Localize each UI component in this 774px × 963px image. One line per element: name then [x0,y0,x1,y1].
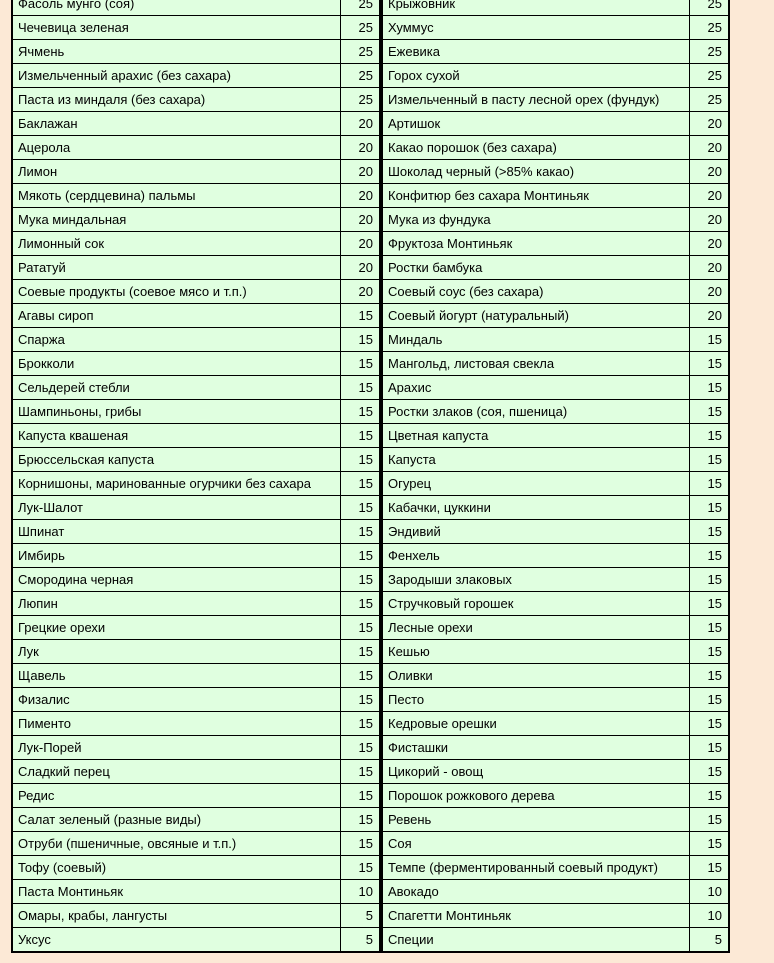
gi-value-cell: 20 [341,112,381,136]
gi-value-cell: 20 [690,184,730,208]
gi-value-cell: 15 [690,400,730,424]
food-name-cell: Отруби (пшеничные, овсяные и т.п.) [12,832,341,856]
gi-value-cell: 15 [690,424,730,448]
food-name-cell: Тофу (соевый) [12,856,341,880]
gi-value-cell: 20 [341,184,381,208]
table-row [382,16,729,40]
gi-value-cell: 25 [341,16,381,40]
table-row [382,304,729,328]
gi-value-cell: 15 [341,760,381,784]
food-name-cell: Ячмень [12,40,341,64]
food-name-cell: Горох сухой [382,64,690,88]
gi-value-cell: 25 [341,64,381,88]
table-row [382,688,729,712]
table-row [12,808,380,832]
table-row [12,880,380,904]
food-name-cell: Капуста квашеная [12,424,341,448]
gi-value-cell: 15 [341,352,381,376]
food-name-cell: Ростки злаков (соя, пшеница) [382,400,690,424]
gi-value-cell: 15 [690,712,730,736]
gi-value-cell: 20 [690,208,730,232]
table-row [382,832,729,856]
gi-value-cell: 5 [341,904,381,928]
table-row [12,304,380,328]
table-row [12,688,380,712]
gi-value-cell: 15 [690,832,730,856]
table-row [12,184,380,208]
table-row [382,904,729,928]
food-name-cell: Темпе (ферментированный соевый продукт) [382,856,690,880]
table-row [12,520,380,544]
table-row [12,760,380,784]
food-name-cell: Грецкие орехи [12,616,341,640]
table-row [382,568,729,592]
gi-value-cell: 15 [341,688,381,712]
table-row [12,256,380,280]
gi-value-cell: 15 [690,472,730,496]
food-name-cell: Зародыши злаковых [382,568,690,592]
food-name-cell: Ежевика [382,40,690,64]
table-row [382,256,729,280]
table-row [382,208,729,232]
table-row [382,640,729,664]
table-row [12,856,380,880]
table-row [382,856,729,880]
gi-value-cell: 15 [341,664,381,688]
gi-value-cell: 15 [690,640,730,664]
food-name-cell: Уксус [12,928,341,953]
gi-value-cell: 20 [341,136,381,160]
gi-value-cell: 15 [341,472,381,496]
table-row [12,472,380,496]
gi-value-cell: 15 [690,688,730,712]
table-row [12,736,380,760]
food-name-cell: Мангольд, листовая свекла [382,352,690,376]
food-name-cell: Редис [12,784,341,808]
food-name-cell: Специи [382,928,690,953]
food-name-cell: Физалис [12,688,341,712]
gi-value-cell: 20 [341,232,381,256]
food-name-cell: Паста Монтиньяк [12,880,341,904]
gi-value-cell: 15 [341,304,381,328]
food-name-cell: Брюссельская капуста [12,448,341,472]
food-name-cell: Спагетти Монтиньяк [382,904,690,928]
gi-value-cell: 15 [690,376,730,400]
table-row [12,280,380,304]
food-name-cell: Фасоль мунго (соя) [12,0,341,16]
gi-value-cell: 20 [690,304,730,328]
table-row [382,280,729,304]
food-name-cell: Смородина черная [12,568,341,592]
food-name-cell: Салат зеленый (разные виды) [12,808,341,832]
gi-table-left-body [12,0,380,952]
gi-value-cell: 15 [690,520,730,544]
table-row [382,136,729,160]
food-name-cell: Чечевица зеленая [12,16,341,40]
gi-value-cell: 15 [341,640,381,664]
gi-value-cell: 20 [341,256,381,280]
gi-table-right [381,0,730,953]
gi-value-cell: 15 [690,784,730,808]
table-row [12,376,380,400]
gi-value-cell: 15 [690,808,730,832]
table-row [12,712,380,736]
table-row [382,232,729,256]
gi-value-cell: 25 [341,0,381,16]
table-row [382,520,729,544]
gi-value-cell: 20 [690,112,730,136]
food-name-cell: Шпинат [12,520,341,544]
table-row [382,712,729,736]
table-row [382,664,729,688]
gi-value-cell: 25 [690,40,730,64]
food-name-cell: Арахис [382,376,690,400]
table-row [382,160,729,184]
food-name-cell: Сельдерей стебли [12,376,341,400]
gi-value-cell: 15 [690,328,730,352]
table-row [12,568,380,592]
gi-value-cell: 20 [341,280,381,304]
food-name-cell: Какао порошок (без сахара) [382,136,690,160]
gi-value-cell: 5 [341,928,381,953]
food-name-cell: Соевые продукты (соевое мясо и т.п.) [12,280,341,304]
food-name-cell: Ревень [382,808,690,832]
gi-table-left [11,0,381,953]
table-row [12,208,380,232]
food-name-cell: Цикорий - овощ [382,760,690,784]
table-row [12,904,380,928]
table-row [382,880,729,904]
table-row [12,832,380,856]
table-row [12,88,380,112]
table-row [12,784,380,808]
table-row [12,0,380,16]
table-row [12,112,380,136]
table-row [382,0,729,16]
gi-value-cell: 15 [690,856,730,880]
food-name-cell: Соевый йогурт (натуральный) [382,304,690,328]
gi-value-cell: 25 [341,40,381,64]
table-row [382,424,729,448]
gi-table-right-body [382,0,729,952]
gi-value-cell: 25 [341,88,381,112]
table-row [12,400,380,424]
gi-value-cell: 15 [341,376,381,400]
gi-value-cell: 5 [690,928,730,953]
gi-value-cell: 10 [690,904,730,928]
gi-value-cell: 20 [341,160,381,184]
gi-value-cell: 15 [341,496,381,520]
table-row [382,328,729,352]
food-name-cell: Паста из миндаля (без сахара) [12,88,341,112]
food-name-cell: Фруктоза Монтиньяк [382,232,690,256]
gi-value-cell: 25 [690,16,730,40]
food-name-cell: Лесные орехи [382,616,690,640]
table-row [382,544,729,568]
table-row [12,448,380,472]
food-name-cell: Лук-Шалот [12,496,341,520]
food-name-cell: Мякоть (сердцевина) пальмы [12,184,341,208]
food-name-cell: Баклажан [12,112,341,136]
food-name-cell: Крыжовник [382,0,690,16]
gi-value-cell: 15 [341,544,381,568]
table-row [382,376,729,400]
food-name-cell: Соевый соус (без сахара) [382,280,690,304]
gi-value-cell: 15 [341,616,381,640]
gi-value-cell: 15 [690,544,730,568]
food-name-cell: Пименто [12,712,341,736]
table-row [382,40,729,64]
table-row [382,88,729,112]
table-row [12,616,380,640]
table-row [12,40,380,64]
table-row [12,328,380,352]
food-name-cell: Сладкий перец [12,760,341,784]
table-row [382,184,729,208]
gi-value-cell: 15 [341,424,381,448]
gi-value-cell: 20 [690,160,730,184]
food-name-cell: Хуммус [382,16,690,40]
gi-value-cell: 15 [690,496,730,520]
gi-value-cell: 10 [341,880,381,904]
gi-value-cell: 10 [690,880,730,904]
table-row [382,400,729,424]
gi-value-cell: 15 [341,736,381,760]
food-name-cell: Люпин [12,592,341,616]
gi-value-cell: 15 [341,400,381,424]
gi-value-cell: 15 [690,616,730,640]
food-name-cell: Лимонный сок [12,232,341,256]
gi-value-cell: 15 [690,736,730,760]
table-row [12,232,380,256]
food-name-cell: Омары, крабы, лангусты [12,904,341,928]
table-row [382,616,729,640]
food-name-cell: Кедровые орешки [382,712,690,736]
gi-value-cell: 15 [690,760,730,784]
food-name-cell: Порошок рожкового дерева [382,784,690,808]
table-row [12,424,380,448]
gi-value-cell: 20 [690,280,730,304]
food-name-cell: Шампиньоны, грибы [12,400,341,424]
table-row [382,496,729,520]
food-name-cell: Измельченный арахис (без сахара) [12,64,341,88]
food-name-cell: Имбирь [12,544,341,568]
food-name-cell: Измельченный в пасту лесной орех (фундук) [382,88,690,112]
table-row [382,760,729,784]
food-name-cell: Щавель [12,664,341,688]
table-row [12,64,380,88]
food-name-cell: Фенхель [382,544,690,568]
food-name-cell: Эндивий [382,520,690,544]
table-row [12,136,380,160]
gi-value-cell: 15 [341,784,381,808]
food-name-cell: Миндаль [382,328,690,352]
food-name-cell: Мука миндальная [12,208,341,232]
gi-value-cell: 25 [690,0,730,16]
table-row [382,448,729,472]
food-name-cell: Оливки [382,664,690,688]
gi-value-cell: 15 [341,568,381,592]
page-background [11,0,774,953]
food-name-cell: Лук-Порей [12,736,341,760]
food-name-cell: Шоколад черный (>85% какао) [382,160,690,184]
food-name-cell: Капуста [382,448,690,472]
food-name-cell: Авокадо [382,880,690,904]
table-row [12,16,380,40]
food-name-cell: Соя [382,832,690,856]
table-row [382,112,729,136]
gi-value-cell: 15 [690,352,730,376]
food-name-cell: Песто [382,688,690,712]
food-name-cell: Кешью [382,640,690,664]
table-row [382,64,729,88]
table-row [12,160,380,184]
gi-value-cell: 20 [341,208,381,232]
food-name-cell: Огурец [382,472,690,496]
food-name-cell: Конфитюр без сахара Монтиньяк [382,184,690,208]
gi-value-cell: 15 [690,568,730,592]
gi-value-cell: 25 [690,64,730,88]
food-name-cell: Ацерола [12,136,341,160]
food-name-cell: Ростки бамбука [382,256,690,280]
gi-value-cell: 15 [341,712,381,736]
table-row [382,592,729,616]
table-row [12,928,380,953]
gi-value-cell: 15 [341,808,381,832]
food-name-cell: Лимон [12,160,341,184]
table-row [12,592,380,616]
gi-value-cell: 15 [690,592,730,616]
gi-value-cell: 15 [341,328,381,352]
food-name-cell: Стручковый горошек [382,592,690,616]
table-row [382,784,729,808]
table-row [12,352,380,376]
gi-value-cell: 15 [690,664,730,688]
gi-value-cell: 15 [690,448,730,472]
food-name-cell: Кабачки, цуккини [382,496,690,520]
table-row [382,472,729,496]
food-name-cell: Корнишоны, маринованные огурчики без сахара [12,472,341,496]
table-row [12,640,380,664]
table-row [12,664,380,688]
gi-value-cell: 15 [341,520,381,544]
food-name-cell: Фисташки [382,736,690,760]
food-name-cell: Рататуй [12,256,341,280]
gi-value-cell: 20 [690,256,730,280]
table-row [12,496,380,520]
gi-value-cell: 15 [341,448,381,472]
food-name-cell: Брокколи [12,352,341,376]
gi-value-cell: 15 [341,856,381,880]
food-name-cell: Лук [12,640,341,664]
table-row [382,352,729,376]
gi-value-cell: 20 [690,232,730,256]
food-name-cell: Спаржа [12,328,341,352]
gi-value-cell: 20 [690,136,730,160]
food-name-cell: Агавы сироп [12,304,341,328]
gi-value-cell: 25 [690,88,730,112]
table-row [382,928,729,953]
food-name-cell: Цветная капуста [382,424,690,448]
table-row [382,736,729,760]
gi-value-cell: 15 [341,832,381,856]
table-row [12,544,380,568]
table-row [382,808,729,832]
gi-value-cell: 15 [341,592,381,616]
food-name-cell: Артишок [382,112,690,136]
food-name-cell: Мука из фундука [382,208,690,232]
